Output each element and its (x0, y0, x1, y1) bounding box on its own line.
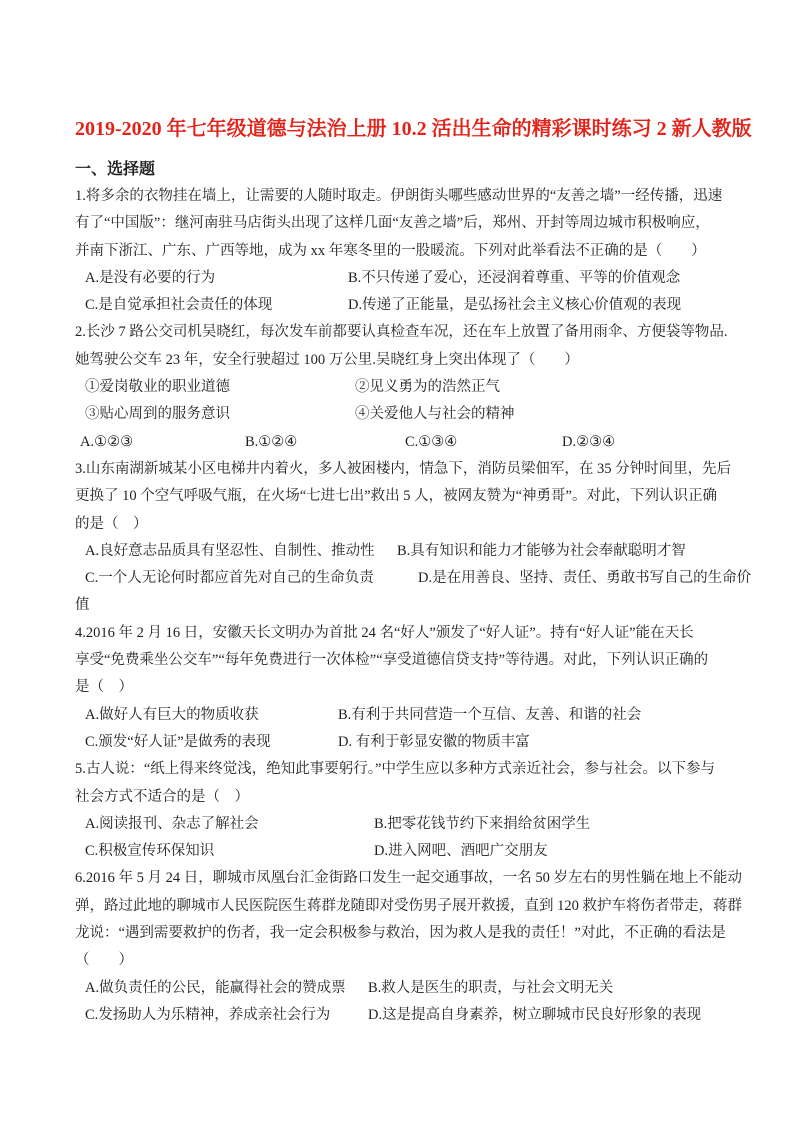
option-row-cd (75, 565, 752, 592)
statement-2: ②见义勇为的浩然正气 (355, 379, 500, 396)
option-a: A.做好人有巨大的物质收获 (85, 706, 259, 723)
option-b: B.不只传递了爱心，还浸润着尊重、平等的价值观念 (348, 269, 681, 286)
stem-line: 1.将多余的衣物挂在墙上，让需要的人随时取走。伊朗街头哪些感动世界的“友善之墙”一经传播，迅速 (75, 188, 723, 204)
option-row-ab (75, 702, 728, 729)
stem-line: 6.2016 年 5 月 24 日，聊城市凤凰台汇金街路口发生一起交通事故，一名 50 岁左右的男性躺在地上不能动 (75, 870, 742, 887)
stem-line: 龙说：“遇到需要救护的伤者，我一定会积极参与救治，因为救人是我的责任！”对此，不正确的看法是 (75, 925, 726, 942)
option-d: D.传递了正能量，是弘扬社会主义核心价值观的表现 (348, 297, 682, 314)
stem-line: 并南下浙江、广东、广西等地，成为 xx 年寒冬里的一股暖流。下列对此举看法不正确的是（ ） (75, 242, 706, 259)
stem-line: 更换了 10 个空气呼吸气瓶，在火场“七进七出”救出 5 人，被网友赞为“神勇哥”。对此，下列认识正确 (75, 488, 717, 505)
stem-line: 4.2016 年 2 月 16 日，安徽天长文明办为首批 24 名“好人”颁发了“好人证”。持有“好人证”能在天长 (75, 624, 694, 641)
option-row-cd (75, 1002, 728, 1029)
option-a: A.阅读报刊、杂志了解社会 (85, 815, 259, 832)
statement-4: ④关爱他人与社会的精神 (355, 406, 515, 423)
choice-b: B.①②④ (245, 433, 298, 450)
stem-line: 她驾驶公交车 23 年，安全行驶超过 100 万公里.吴晓红身上突出体现了（ ） (75, 351, 579, 368)
option-c: C.是自觉承担社会责任的体现 (85, 297, 273, 314)
option-c: C.积极宣传环保知识 (85, 843, 215, 860)
option-row-ab (75, 811, 728, 838)
question-4 (75, 620, 728, 756)
option-b: B.具有知识和能力才能够为社会奉献聪明才智 (397, 542, 686, 559)
option-b: B.把零花钱节约下来捐给贫困学生 (374, 815, 591, 832)
option-a: A.良好意志品质具有坚忍性、自制性、推动性 (85, 542, 375, 559)
option-row-cd (75, 292, 728, 319)
stem-line: （ ） (75, 952, 133, 969)
option-d: D.是在用善良、坚持、责任、勇敢书写自己的生命价 (418, 570, 752, 587)
option-d: D.这是提高自身素养，树立聊城市民良好形象的表现 (368, 1006, 702, 1023)
option-c: C.发扬助人为乐精神，养成亲社会行为 (85, 1006, 331, 1023)
statement-1: ①爱岗敬业的职业道德 (85, 379, 230, 396)
choice-d: D.②③④ (562, 433, 616, 450)
option-c: C.颁发“好人证”是做秀的表现 (85, 733, 271, 750)
question-2 (75, 319, 728, 455)
option-row-ab (75, 538, 728, 565)
option-d: D. 有利于彰显安徽的物质丰富 (338, 733, 530, 750)
option-a: A.是没有必要的行为 (85, 269, 216, 286)
stem-line: 有了“中国版”：继河南驻马店街头出现了这样几面“友善之墙”后，郑州、开封等周边城市积极响应， (75, 215, 710, 232)
stem-line: 社会方式不适合的是（ ） (75, 788, 249, 805)
statement-3: ③贴心周到的服务意识 (85, 406, 230, 423)
section-heading: 一、选择题 (75, 161, 156, 178)
stem-line: 的是（ ） (75, 515, 148, 532)
page-title: 2019-2020 年七年级道德与法治上册 10.2 活出生命的精彩课时练习 2 新人教版 (75, 118, 752, 140)
question-5 (75, 756, 728, 865)
stem-line: 弹，路过此地的聊城市人民医院医生蒋群龙随即对受伤男子展开救援，直到 120 救护车将伤者带走，蒋群 (75, 897, 742, 914)
option-row-ab (75, 975, 728, 1002)
question-3 (75, 456, 752, 620)
stem-line: 5.古人说：“纸上得来终觉浅，绝知此事要躬行。”中学生应以多种方式亲近社会，参与社会。以下参与 (75, 761, 715, 778)
option-b: B.救人是医生的职责，与社会文明无关 (368, 979, 614, 996)
option-d: D.进入网吧、酒吧广交朋友 (374, 843, 548, 860)
stem-line: 是（ ） (75, 679, 133, 696)
choice-row (75, 429, 728, 456)
option-row-ab (75, 265, 728, 292)
choice-c: C.①③④ (405, 433, 458, 450)
stem-line: 享受“免费乘坐公交车”“每年免费进行一次体检”“享受道德信贷支持”等待遇。对此，下列认识正确的 (75, 652, 709, 669)
question-1 (75, 183, 728, 319)
stem-line: 2.长沙 7 路公交司机吴晓红，每次发车前都要认真检查车况，还在车上放置了备用雨伞、方便袋等物品. (75, 324, 728, 341)
option-row-cd (75, 729, 728, 756)
option-b: B.有利于共同营造一个互信、友善、和谐的社会 (338, 706, 642, 723)
statement-row-12 (75, 374, 728, 401)
question-6 (75, 865, 742, 1029)
choice-a: A.①②③ (80, 433, 134, 450)
statement-row-34 (75, 401, 728, 428)
option-row-cd (75, 838, 728, 865)
option-c: C.一个人无论何时都应首先对自己的生命负责 (85, 570, 374, 587)
option-d-overflow: 值 (75, 597, 90, 614)
option-a: A.做负责任的公民，能赢得社会的赞成票 (85, 979, 346, 996)
stem-line: 3.山东南湖新城某小区电梯井内着火，多人被困楼内，情急下，消防员梁佃军，在 35 分钟时间里，先后 (75, 460, 732, 477)
